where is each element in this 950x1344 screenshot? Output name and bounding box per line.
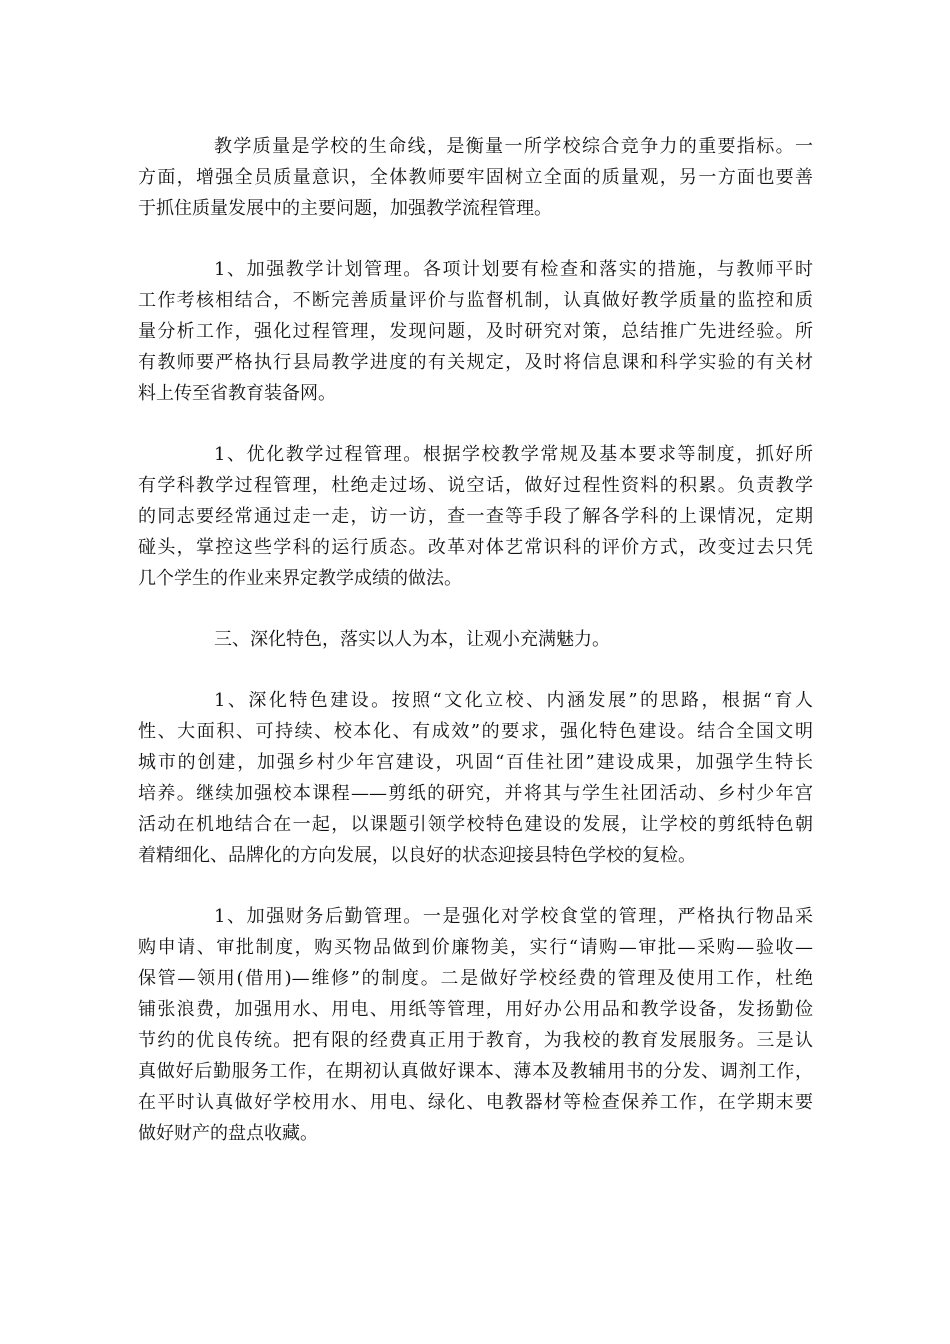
paragraph-teaching-plan [138, 254, 813, 409]
text-line: 教学质量是学校的生命线，是衡量一所学校综合竞争力的重要指标。一 [214, 136, 813, 157]
document-body [138, 131, 813, 1179]
text-line: 活动在机地结合在一起，以课题引领学校特色建设的发展，让学校的剪纸特色朝 [138, 814, 813, 835]
text-line: 着精细化、品牌化的方向发展，以良好的状态迎接县特色学校的复检。 [138, 845, 696, 866]
text-line: 方面，增强全员质量意识，全体教师要牢固树立全面的质量观，另一方面也要善 [138, 167, 813, 188]
text-line: 节约的优良传统。把有限的经费真正用于教育，为我校的教育发展服务。三是认 [138, 1030, 813, 1051]
text-line: 工作考核相结合，不断完善质量评价与监督机制，认真做好教学质量的监控和质 [138, 290, 813, 311]
text-line: 有教师要严格执行县局教学进度的有关规定，及时将信息课和科学实验的有关材 [138, 352, 813, 373]
text-line: 1、加强教学计划管理。各项计划要有检查和落实的措施，与教师平时 [214, 259, 813, 280]
text-line: 铺张浪费，加强用水、用电、用纸等管理，用好办公用品和教学设备，发扬勤俭 [138, 999, 813, 1020]
text-line: 几个学生的作业来界定教学成绩的做法。 [138, 568, 462, 589]
text-line: 的同志要经常通过走一走，访一访，查一查等手段了解各学科的上课情况，定期 [138, 506, 813, 527]
paragraph-feature-building [138, 685, 813, 871]
text-line: 有学科教学过程管理，杜绝走过场、说空话，做好过程性资料的积累。负责教学 [138, 475, 813, 496]
text-line: 购申请、审批制度，购买物品做到价廉物美，实行“请购—审批—采购—验收— [138, 937, 813, 958]
text-line: 量分析工作，强化过程管理，发现问题，及时研究对策，总结推广先进经验。所 [138, 321, 813, 342]
paragraph-intro [138, 131, 813, 224]
paragraph-finance-logistics [138, 901, 813, 1149]
text-line: 碰头，掌控这些学科的运行质态。改革对体艺常识科的评价方式，改变过去只凭 [138, 537, 813, 558]
text-line: 料上传至省教育装备网。 [138, 383, 336, 404]
text-line: 1、深化特色建设。按照“文化立校、内涵发展”的思路，根据“育人 [214, 690, 813, 711]
text-line: 保管—领用(借用)—维修”的制度。二是做好学校经费的管理及使用工作，杜绝 [138, 968, 813, 989]
section-heading-text: 三、深化特色，落实以人为本，让观小充满魅力。 [214, 629, 610, 650]
text-line: 培养。继续加强校本课程——剪纸的研究，并将其与学生社团活动、乡村少年宫 [138, 783, 813, 804]
text-line: 于抓住质量发展中的主要问题，加强教学流程管理。 [138, 198, 552, 219]
text-line: 性、大面积、可持续、校本化、有成效”的要求，强化特色建设。结合全国文明 [138, 721, 813, 742]
text-line: 在平时认真做好学校用水、用电、绿化、电教器材等检查保养工作，在学期末要 [138, 1092, 813, 1113]
text-line: 1、优化教学过程管理。根据学校教学常规及基本要求等制度，抓好所 [214, 444, 813, 465]
section-heading [138, 624, 813, 655]
text-line: 城市的创建，加强乡村少年宫建设，巩固“百佳社团”建设成果，加强学生特长 [138, 752, 813, 773]
paragraph-teaching-process [138, 439, 813, 594]
text-line: 1、加强财务后勤管理。一是强化对学校食堂的管理，严格执行物品采 [214, 906, 813, 927]
text-line: 真做好后勤服务工作，在期初认真做好课本、薄本及教辅用书的分发、调剂工作， [138, 1061, 813, 1082]
text-line: 做好财产的盘点收藏。 [138, 1123, 318, 1144]
